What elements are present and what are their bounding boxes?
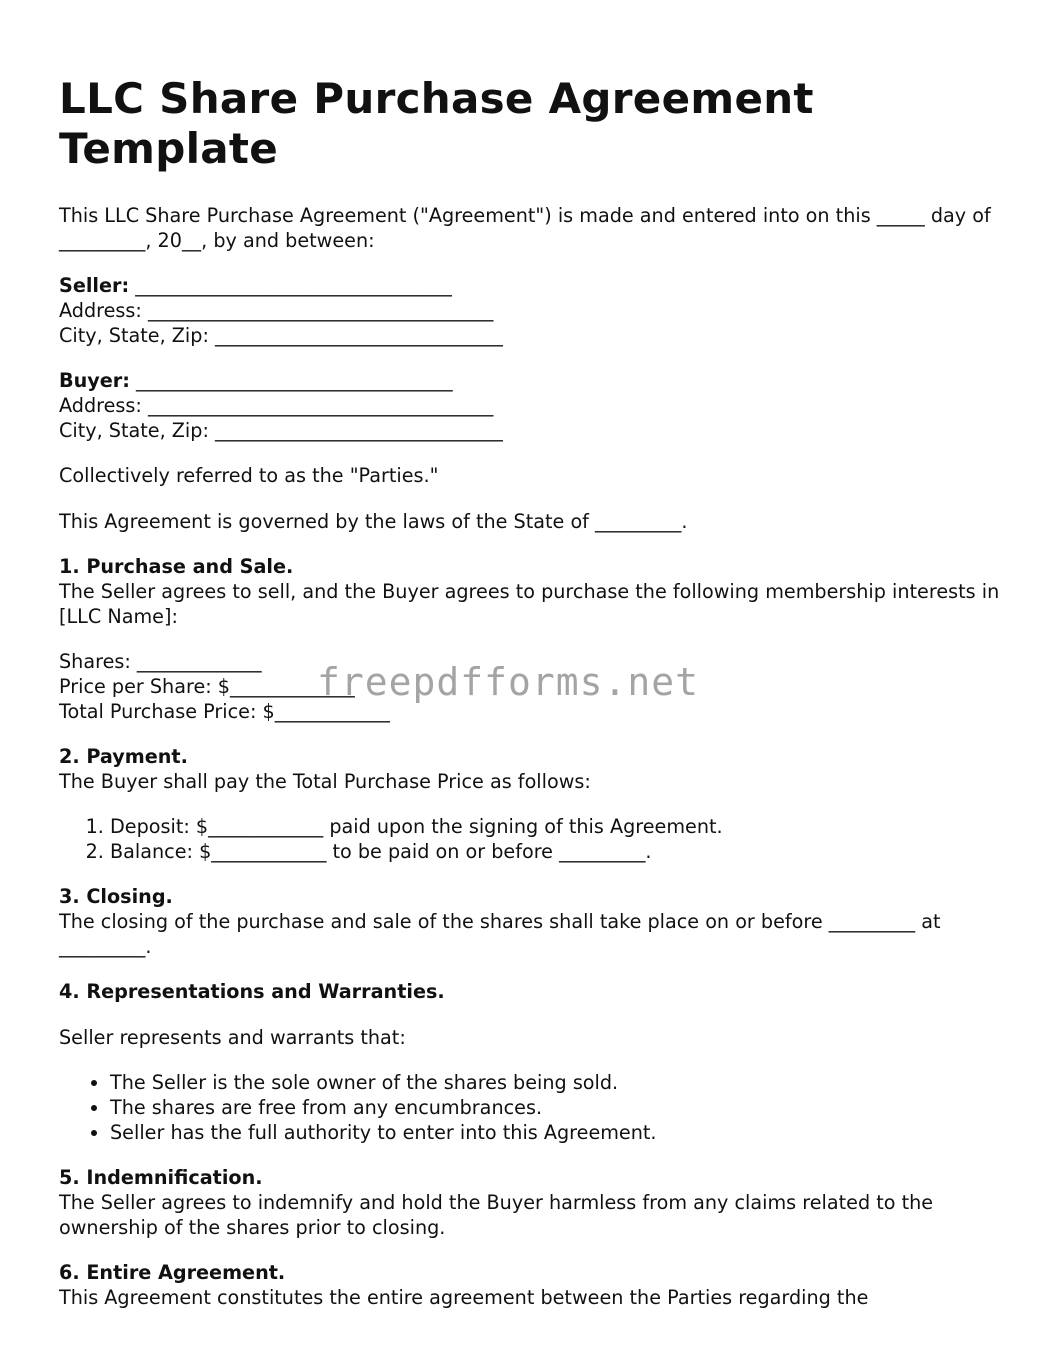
seller-name-line: _________________________________ (129, 274, 452, 298)
seller-block (59, 274, 1004, 348)
section-indemnification (59, 1166, 1004, 1240)
intro-paragraph: This LLC Share Purchase Agreement ("Agreement") is made and entered into on this _____ day of _________, 20__, by and between: (59, 204, 991, 252)
section-payment-title: 2. Payment. (59, 744, 188, 768)
buyer-city-line: City, State, Zip: ______________________________ (59, 418, 503, 442)
section-purchase-body: The Seller agrees to sell, and the Buyer agrees to purchase the following membership interests in [LLC Name]: (59, 579, 1000, 628)
buyer-block (59, 369, 1004, 443)
section-entire-title: 6. Entire Agreement. (59, 1261, 286, 1285)
section-payment (59, 745, 1004, 795)
section-indemnification-body: The Seller agrees to indemnify and hold the Buyer harmless from any claims related to the ownership of the shares prior to closing. (59, 1190, 934, 1239)
section-representations-title: 4. Representations and Warranties. (59, 980, 445, 1004)
list-item: • The Seller is the sole owner of the shares being sold. (110, 1071, 1004, 1096)
payment-list (59, 815, 1004, 865)
representations-list (59, 1071, 1004, 1145)
purchase-terms-block (59, 650, 1004, 724)
seller-label: Seller: (59, 274, 130, 298)
buyer-address-line: Address: ____________________________________ (59, 393, 494, 417)
collectively-paragraph: Collectively referred to as the "Parties." (59, 464, 439, 488)
seller-address-line: Address: ____________________________________ (59, 298, 494, 322)
seller-city-line: City, State, Zip: ______________________________ (59, 323, 503, 347)
section-entire (59, 1261, 1004, 1311)
buyer-name-line: _________________________________ (129, 369, 453, 393)
document-page (59, 74, 1004, 1331)
list-item: 2. Balance: $____________ to be paid on or before _________. (110, 840, 1004, 865)
price-per-share-line: Price per Share: $_____________ (59, 674, 355, 698)
section-payment-body: The Buyer shall pay the Total Purchase Price as follows: (59, 769, 591, 793)
section-closing-title: 3. Closing. (59, 885, 173, 909)
list-item: • Seller has the full authority to enter into this Agreement. (110, 1121, 1004, 1146)
document-title: LLC Share Purchase Agreement Template (59, 74, 814, 173)
section-indemnification-title: 5. Indemnification. (59, 1166, 263, 1190)
watermark-text: freepdfforms.net (317, 660, 700, 704)
section-representations-body: Seller represents and warrants that: (59, 1025, 406, 1049)
section-purchase (59, 555, 1004, 629)
section-entire-body: This Agreement constitutes the entire agreement between the Parties regarding the (59, 1285, 869, 1309)
list-item: 1. Deposit: $____________ paid upon the signing of this Agreement. (110, 815, 1004, 840)
buyer-label: Buyer: (59, 369, 130, 393)
list-item: • The shares are free from any encumbrances. (110, 1096, 1004, 1121)
shares-line: Shares: _____________ (59, 649, 262, 673)
governing-law-paragraph: This Agreement is governed by the laws of the State of _________. (59, 509, 688, 533)
section-closing-body: The closing of the purchase and sale of the shares shall take place on or before _________ at _________. (59, 910, 941, 958)
section-purchase-title: 1. Purchase and Sale. (59, 554, 294, 578)
section-closing (59, 885, 1004, 959)
total-price-line: Total Purchase Price: $____________ (59, 699, 390, 723)
